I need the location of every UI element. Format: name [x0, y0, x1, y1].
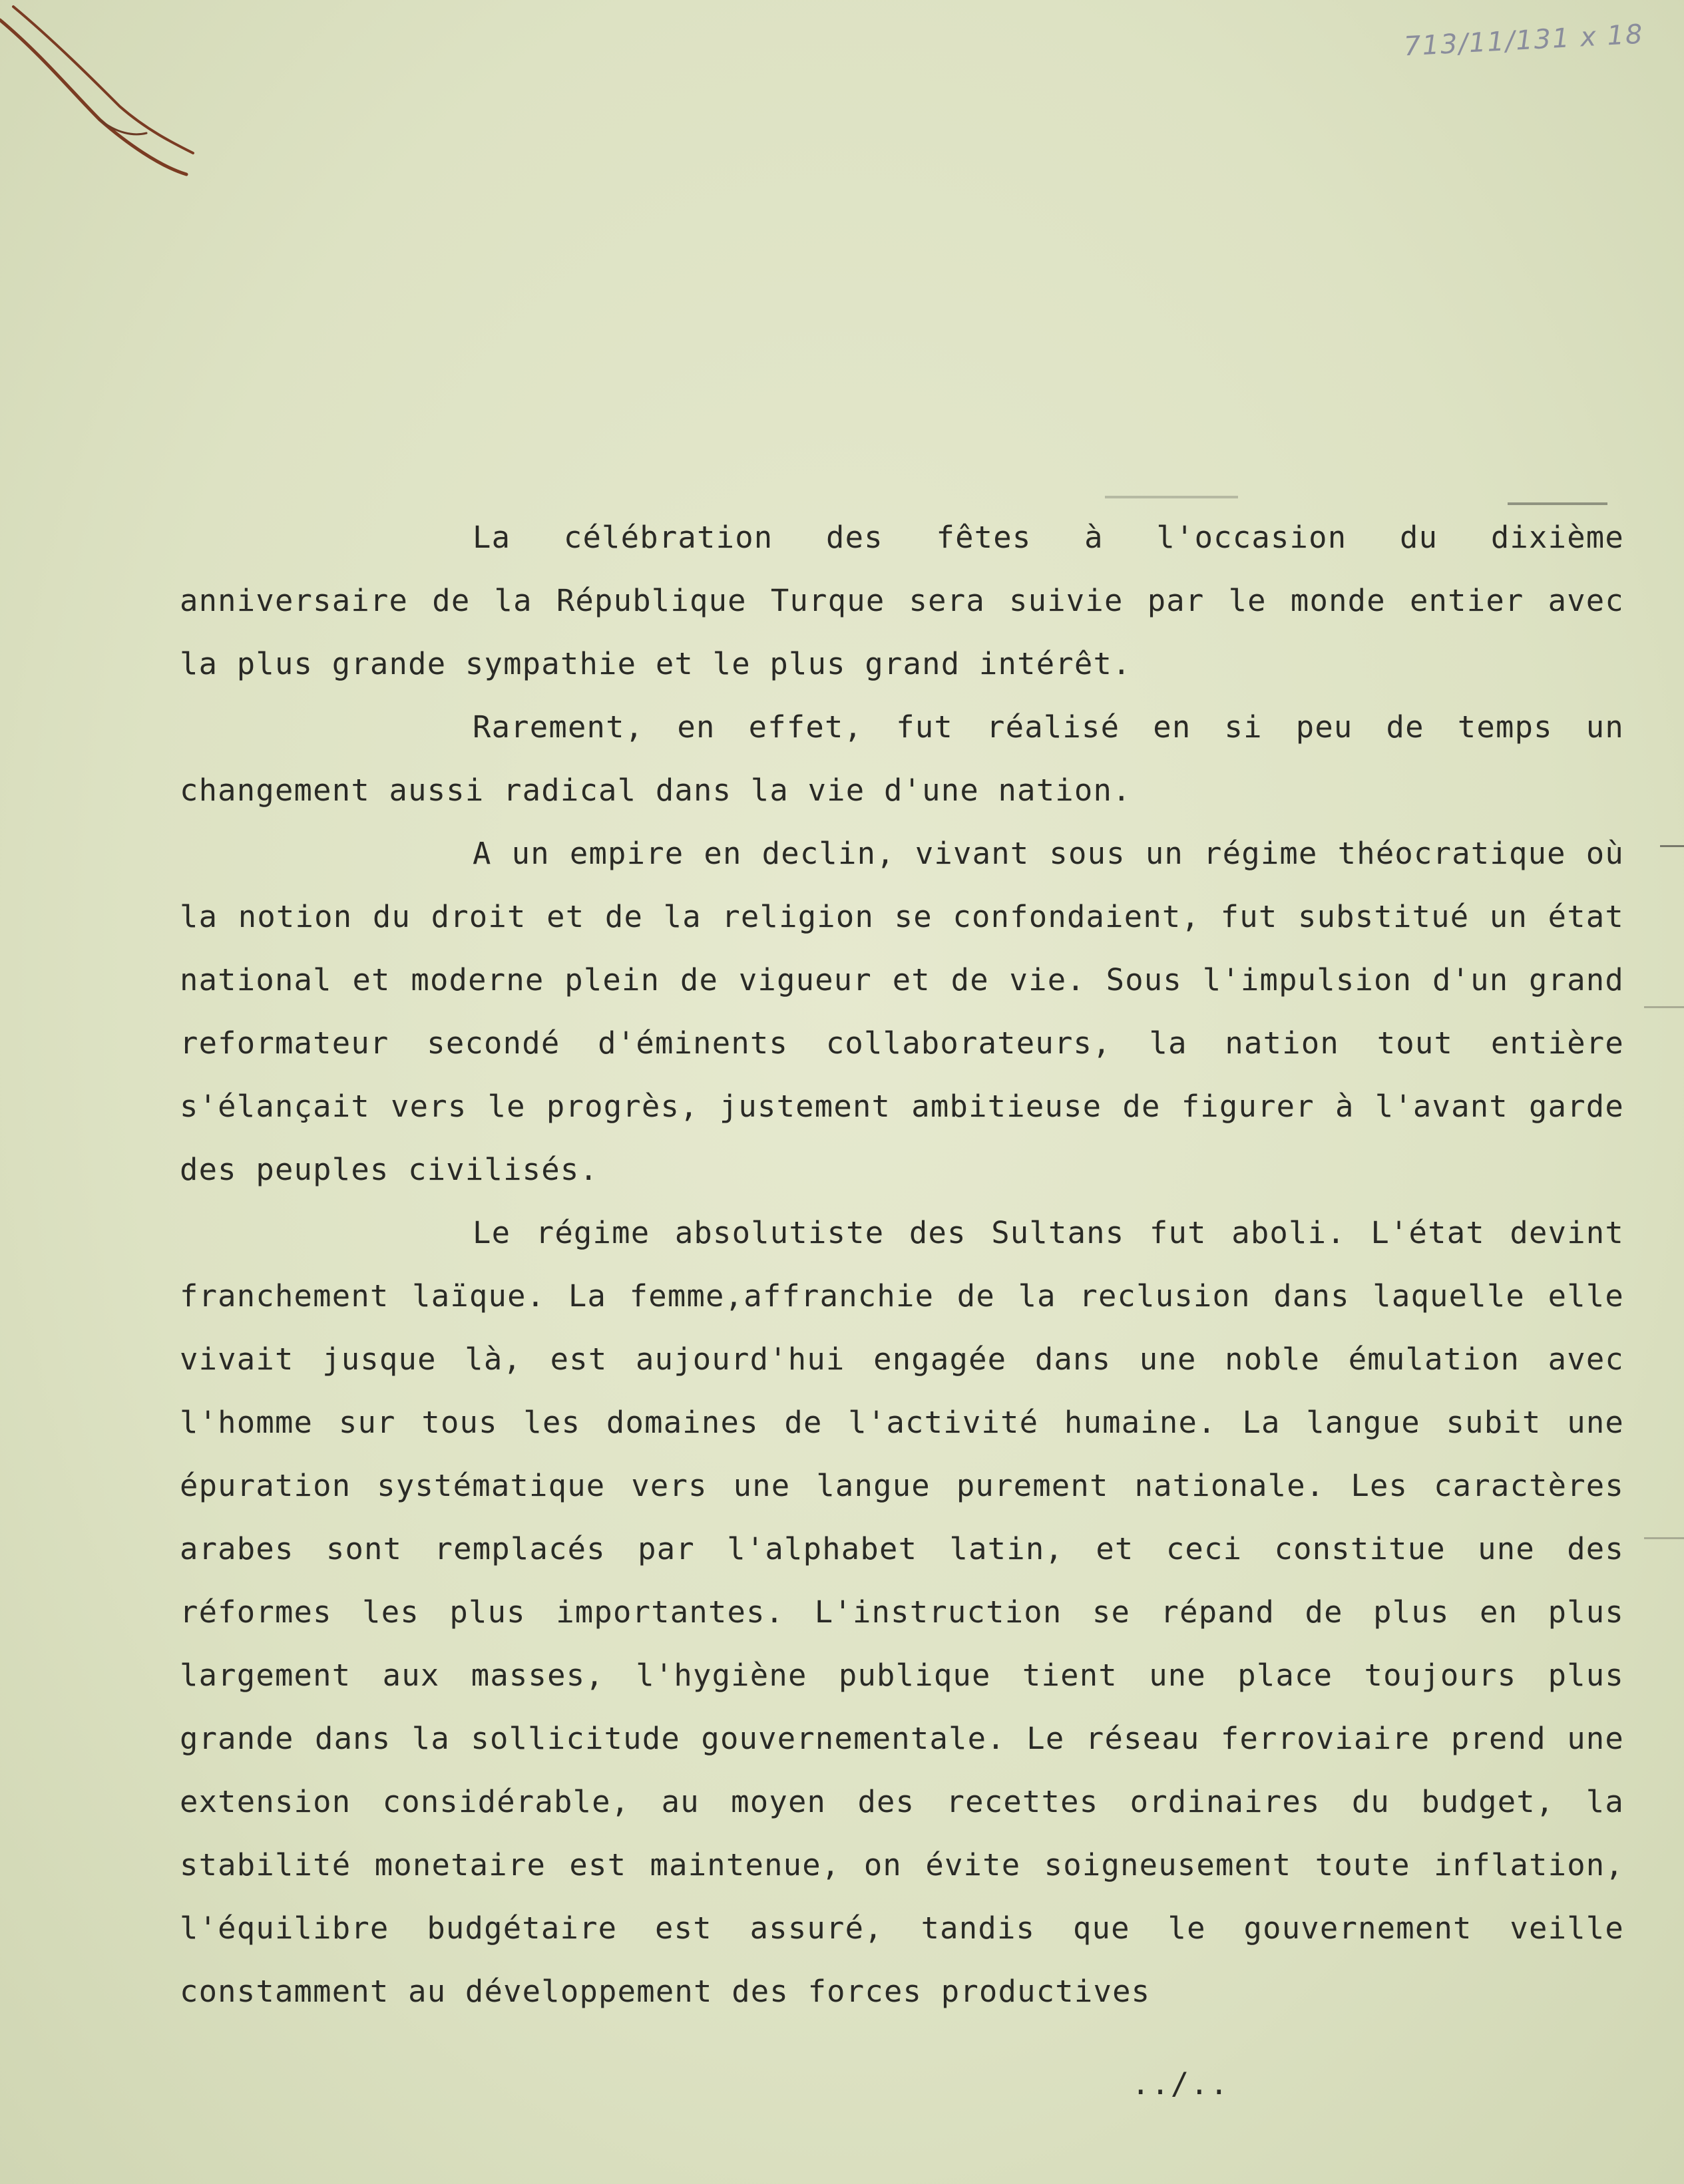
paragraph: La célébration des fêtes à l'occasion du dixième anniversaire de la République Turque sera suivie par le monde entier avec la plus grande sympathie et le plus grand intérêt.: [180, 520, 1624, 681]
paragraph: Le régime absolutiste des Sultans fut aboli. L'état devint franchement laïque. La femme,affranchie de la reclusion dans laquelle elle vivait jusque là, est aujourd'hui engagée dans une noble émulation avec l'homme sur tous les domaines de l'activité humaine. La langue subit une épuration systématique vers une langue purement nationale. Les caractères arabes sont remplacés par l'alphabet latin, et ceci constitue une des réformes les plus importantes. L'instruction se répand de plus en plus largement aux masses, l'hygiène publique tient une place toujours plus grande dans la sollicitude gouvernementale. Le réseau ferroviaire prend une extension considérable, au moyen des recettes ordinaires du budget, la stabilité monetaire est maintenue, on évite soigneusement toute inflation, l'équilibre budgétaire est assuré, tandis que le gouvernement veille constamment au développement des forces productives: [180, 1215, 1624, 2009]
edge-mark: [1644, 1537, 1684, 1539]
archive-reference: 713/11/131 x 18: [1403, 19, 1645, 63]
edge-mark: [1660, 845, 1684, 847]
faint-rule: [1508, 502, 1607, 505]
paperclip-mark-icon: [0, 0, 213, 186]
faint-rule: [1105, 496, 1238, 498]
continuation-mark: ../..: [1132, 2066, 1229, 2101]
paragraph: Rarement, en effet, fut réalisé en si peu de temps un changement aussi radical dans la vie d'une nation.: [180, 709, 1624, 808]
letter-body: [180, 506, 1624, 2023]
edge-mark: [1644, 1006, 1684, 1008]
paragraph: A un empire en declin, vivant sous un régime théocratique où la notion du droit et de la religion se confondaient, fut substitué un état national et moderne plein de vigueur et de vie. Sous l'impulsion d'un grand reformateur secondé d'éminents collaborateurs, la nation tout entière s'élançait vers le progrès, justement ambitieuse de figurer à l'avant garde des peuples civilisés.: [180, 836, 1624, 1187]
